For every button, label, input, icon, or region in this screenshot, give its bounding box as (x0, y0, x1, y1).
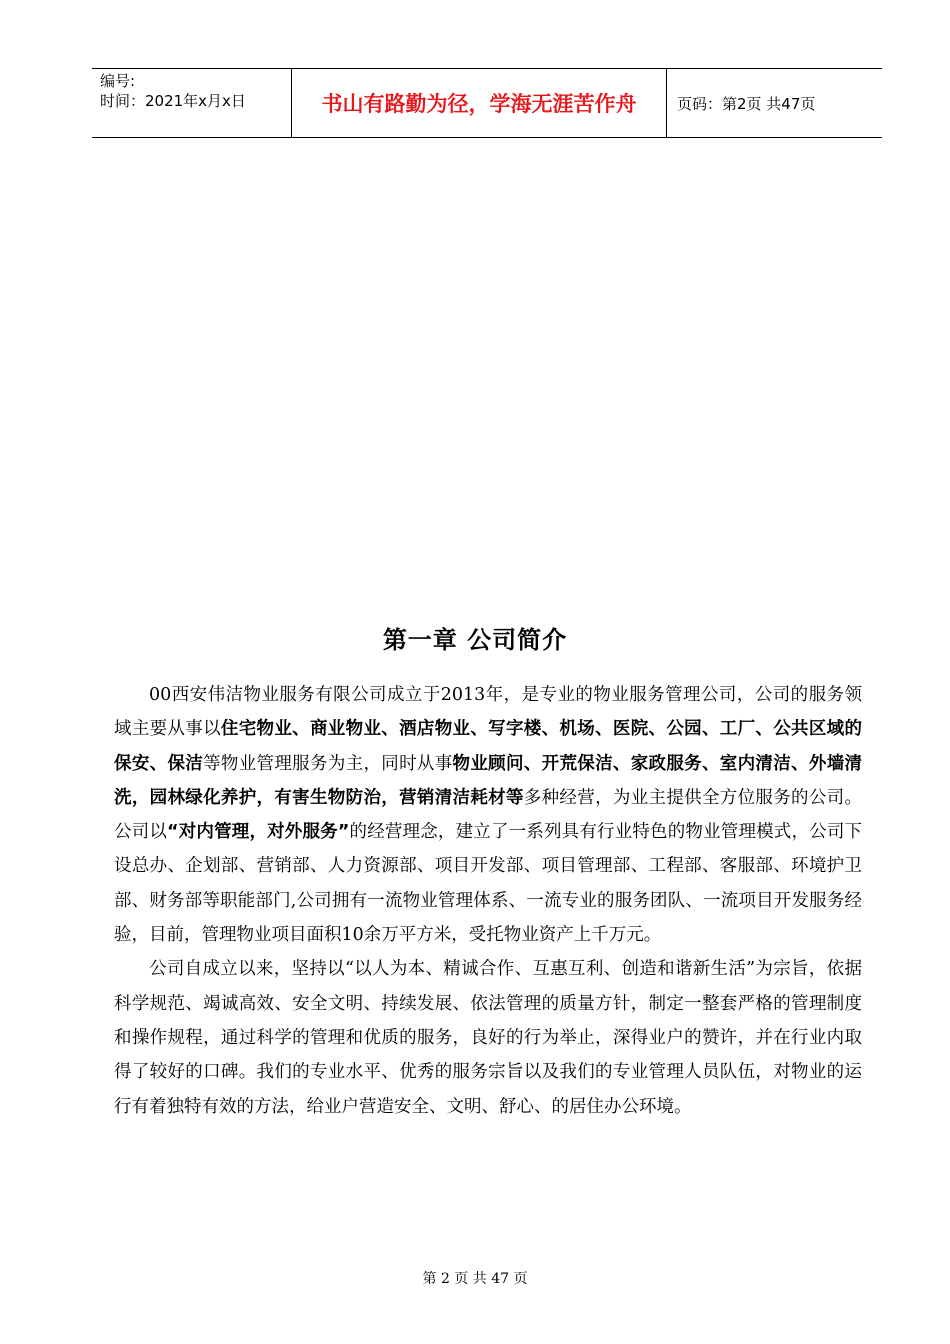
header-page-info: 页码：第2页 共47页 (677, 94, 816, 113)
intro-bold-3: “对内管理，对外服务” (167, 822, 350, 843)
intro-text-3: 多种经营，为业主提供全方位服务的公司。公司以 (114, 787, 863, 843)
page-header (92, 68, 882, 138)
header-motto: 书山有路勤为径，学海无涯苦作舟 (292, 69, 667, 137)
intro-text-1: 00西安伟洁物业服务有限公司成立于2013年，是专业的物业服务管理公司，公司的服务领域主要从事以 (114, 685, 862, 740)
document-time-label: 时间：2021年x月x日 (100, 92, 246, 110)
paragraph-principles: 公司自成立以来，坚持以“以人为本、精诚合作、互惠互利、创造和谐新生活”为宗旨，依据科学规范、竭诚高效、安全文明、持续发展、依法管理的质量方针，制定一整套严格的管理制度和操作规程，通过科学的管理和优质的服务，良好的行为举止，深得业户的赞许，并在行业内取得了较好的口碑。我们的专业水平、优秀的服务宗旨以及我们的专业管理人员队伍，对物业的运行有着独特有效的方法，给业户营造安全、文明、舒心、的居住办公环境。 (114, 959, 862, 1117)
page-footer: 第 2 页 共 47 页 (422, 1271, 528, 1287)
intro-bold-2: 物业顾问、开荒保洁、家政服务、室内清洁、外墙清洗，园林绿化养护，有害生物防治，营销清洁耗材等 (114, 753, 863, 808)
intro-text-4: 的经营理念，建立了一系列具有行业特色的物业管理模式，公司下设总办、企划部、营销部、人力资源部、项目开发部、项目管理部、工程部、客服部、环境护卫部、财务部等职能部门,公司拥有一流物业管理体系、一流专业的服务团队、一流项目开发服务经验，目前，管理物业项目面积10余万平方米，受托物业资产上千万元。 (114, 822, 863, 946)
intro-text-2: 等物业管理服务为主，同时从事 (203, 753, 453, 774)
intro-bold-1: 住宅物业、商业物业、酒店物业、写字楼、机场、医院、公园、工厂、公共区域的保安、保洁 (114, 719, 863, 774)
header-meta (92, 69, 292, 137)
document-number-label: 编号: (100, 72, 136, 90)
chapter-title: 第一章 公司简介 (382, 626, 568, 654)
paragraph-intro (114, 678, 862, 952)
document-body (114, 678, 862, 1124)
